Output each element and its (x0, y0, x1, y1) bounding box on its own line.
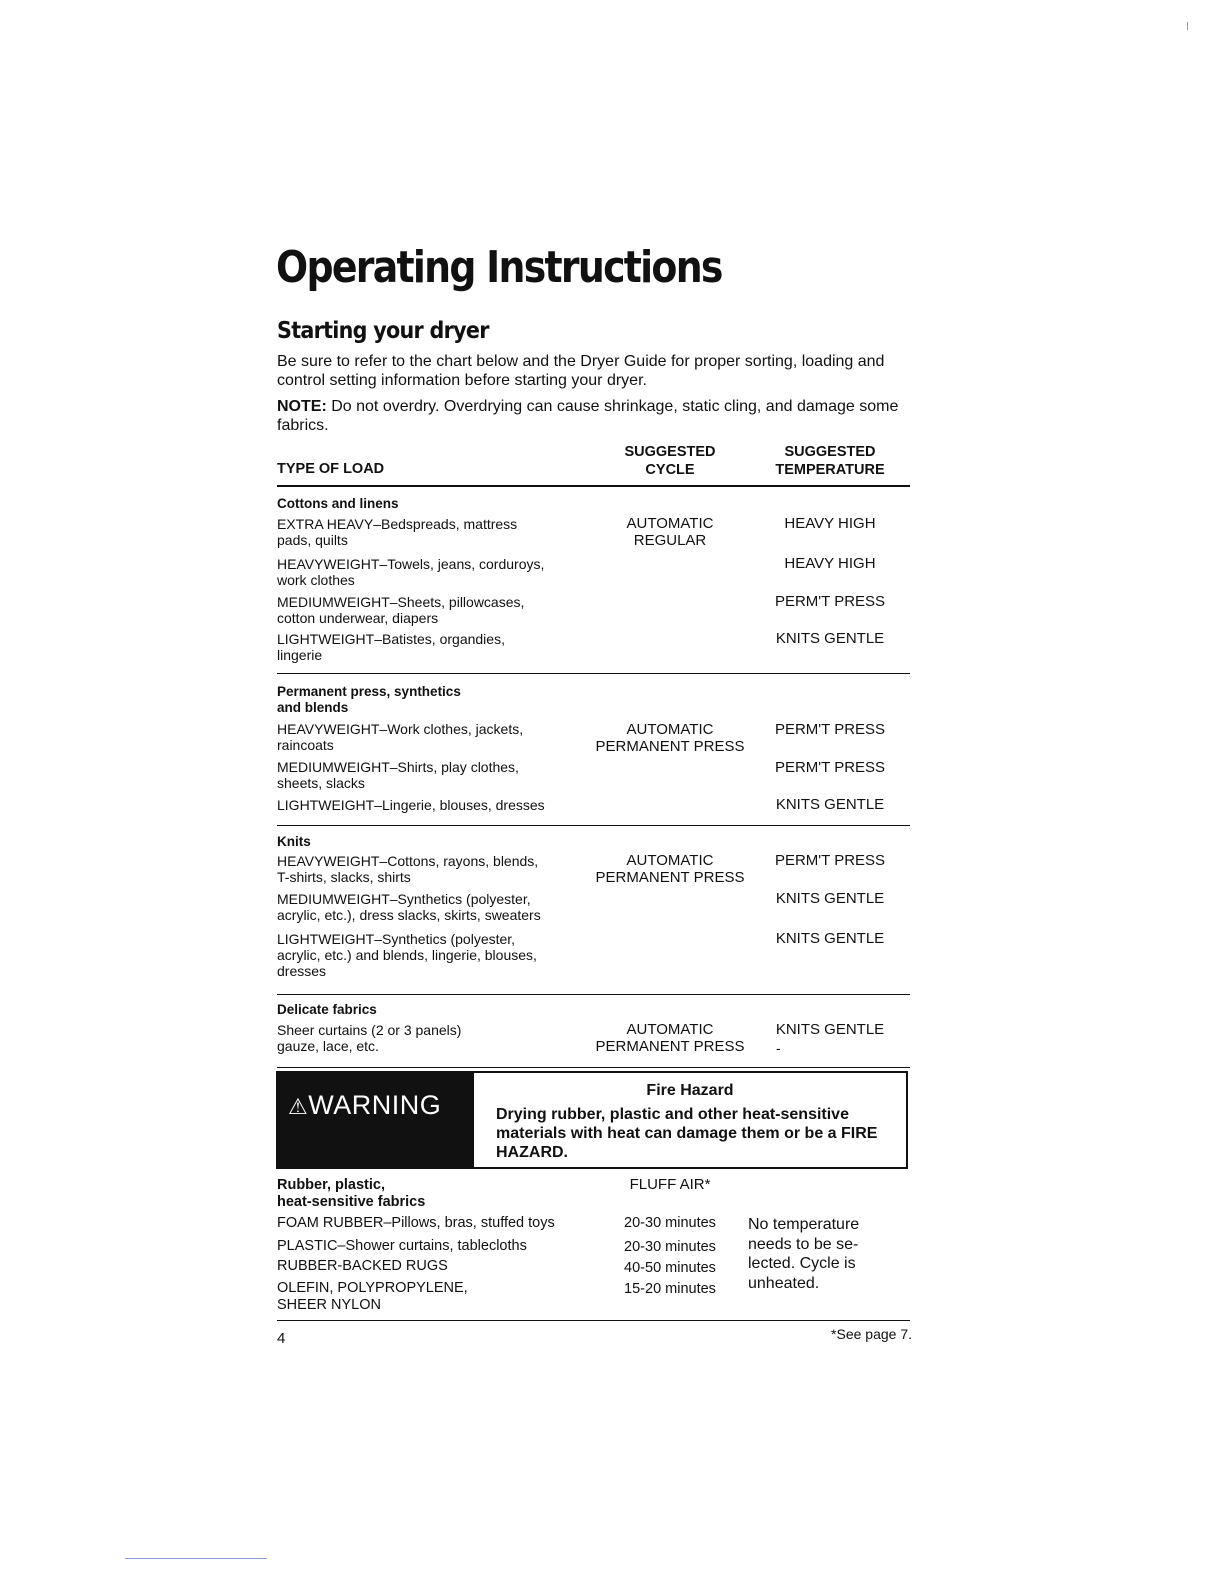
item-line: sheets, slacks (277, 775, 365, 791)
section-rule (277, 673, 910, 674)
header-cycle-line1: SUGGESTED (624, 444, 716, 460)
category-knits: Knits (277, 834, 311, 849)
item-line: EXTRA HEAVY–Bedspreads, mattress (277, 516, 518, 532)
list-item (277, 797, 597, 813)
item-line: HEAVYWEIGHT–Cottons, rayons, blends, (277, 853, 539, 869)
item-line: lingerie (277, 647, 323, 663)
list-item (277, 721, 597, 753)
header-temp-line1: SUGGESTED (784, 444, 876, 460)
list-item (277, 931, 597, 979)
list-item (277, 853, 597, 885)
see-page-note: *See page 7. (831, 1326, 912, 1342)
warning-label (288, 1090, 441, 1121)
list-item (277, 1215, 597, 1232)
note-line: No temperature (748, 1216, 860, 1233)
note-text: Do not overdry. Overdrying can cause shrinkage, static cling, and damage some fabrics. (277, 398, 899, 434)
header-temp-line2: TEMPERATURE (775, 462, 885, 478)
item-line: LIGHTWEIGHT–Batistes, organdies, (277, 631, 505, 647)
fluff-air-cycle: FLUFF AIR* (629, 1176, 711, 1193)
cycle-line: AUTOMATIC (626, 852, 714, 869)
intro-paragraph: Be sure to refer to the chart below and the Dryer Guide for proper sorting, loading and control setting information before starting your dryer. (277, 353, 885, 389)
item-temperature: HEAVY HIGH (784, 555, 876, 572)
note-label: NOTE: (277, 398, 327, 415)
item-line: gauze, lace, etc. (277, 1038, 379, 1054)
scan-line (125, 1558, 267, 1559)
list-item (277, 1258, 597, 1275)
warning-title: Fire Hazard (646, 1082, 734, 1099)
list-item (277, 1022, 597, 1054)
page-title: Operating Instructions (276, 242, 722, 293)
drying-time: 20-30 minutes (624, 1239, 716, 1255)
header-cycle (590, 443, 750, 479)
list-item (277, 1238, 597, 1255)
list-item (277, 759, 597, 791)
cycle-line: PERMANENT PRESS (595, 738, 745, 755)
item-line: HEAVYWEIGHT–Work clothes, jackets, (277, 721, 524, 737)
drying-time: 40-50 minutes (624, 1260, 716, 1276)
header-temperature (765, 443, 895, 479)
item-line: PLASTIC–Shower curtains, tablecloths (277, 1238, 527, 1254)
category-delicate: Delicate fabrics (277, 1002, 377, 1017)
section-rule (277, 994, 910, 995)
item-line: dresses (277, 963, 327, 979)
warning-triangle-icon: ⚠ (288, 1095, 309, 1120)
scan-speck (1187, 22, 1188, 30)
note-line: needs to be se- (748, 1235, 859, 1253)
item-temperature: KNITS GENTLE (775, 1021, 885, 1038)
list-item (277, 516, 597, 548)
header-cycle-line2: CYCLE (645, 462, 695, 478)
section-rule (277, 1067, 910, 1068)
category-cottons: Cottons and linens (277, 496, 399, 511)
cycle-line: AUTOMATIC (626, 515, 714, 532)
list-item (277, 631, 597, 663)
item-line: MEDIUMWEIGHT–Synthetics (polyester, (277, 891, 531, 907)
list-item (277, 594, 597, 626)
item-line: pads, quilts (277, 532, 348, 548)
cycle-line: PERMANENT PRESS (595, 869, 745, 886)
item-line: T-shirts, slacks, shirts (277, 869, 411, 885)
dash-mark: - (776, 1040, 781, 1056)
item-temperature: KNITS GENTLE (775, 630, 885, 647)
drying-time: 20-30 minutes (624, 1215, 716, 1231)
header-rule (277, 485, 910, 487)
item-line: Sheer curtains (2 or 3 panels) (277, 1022, 462, 1038)
cycle-line: PERMANENT PRESS (595, 1038, 745, 1055)
category-line: Permanent press, synthetics (277, 684, 461, 699)
cycle-line: REGULAR (633, 532, 707, 549)
item-temperature: PERM'T PRESS (774, 759, 886, 776)
item-line: OLEFIN, POLYPROPYLENE, (277, 1280, 468, 1296)
section-title: Starting your dryer (277, 318, 489, 344)
item-line: acrylic, etc.), dress slacks, skirts, sweaters (277, 907, 541, 923)
item-line: SHEER NYLON (277, 1297, 381, 1313)
list-item (277, 891, 597, 923)
footer-rule (277, 1320, 910, 1321)
item-temperature: KNITS GENTLE (775, 930, 885, 947)
cycle-line: AUTOMATIC (626, 1021, 714, 1038)
category-rubber-plastic (277, 1177, 425, 1211)
item-temperature: PERM'T PRESS (774, 721, 886, 738)
item-line: LIGHTWEIGHT–Lingerie, blouses, dresses (277, 797, 545, 813)
item-temperature: PERM'T PRESS (774, 852, 886, 869)
item-cycle (590, 1021, 750, 1055)
item-line: raincoats (277, 737, 334, 753)
item-line: acrylic, etc.) and blends, lingerie, blouses, (277, 947, 537, 963)
category-line: heat-sensitive fabrics (277, 1194, 426, 1210)
item-line: RUBBER-BACKED RUGS (277, 1258, 448, 1274)
item-line: work clothes (277, 572, 355, 588)
category-line: Rubber, plastic, (277, 1177, 385, 1193)
list-item (277, 556, 597, 588)
drying-time: 15-20 minutes (624, 1281, 716, 1297)
section-rule (277, 825, 910, 826)
item-temperature: KNITS GENTLE (775, 796, 885, 813)
item-cycle (590, 852, 750, 886)
note-paragraph (277, 397, 917, 435)
cycle-line: AUTOMATIC (626, 721, 714, 738)
warning-label-text: WARNING (308, 1090, 442, 1120)
header-type-of-load: TYPE OF LOAD (277, 461, 385, 477)
category-permanent-press (277, 684, 461, 716)
list-item (277, 1280, 597, 1314)
item-line: LIGHTWEIGHT–Synthetics (polyester, (277, 931, 516, 947)
item-temperature: KNITS GENTLE (775, 890, 885, 907)
item-cycle (590, 721, 750, 755)
warning-text: Drying rubber, plastic and other heat-sensitive materials with heat can damage them or be a FIRE HAZARD. (496, 1106, 878, 1161)
item-line: MEDIUMWEIGHT–Sheets, pillowcases, (277, 594, 525, 610)
item-line: MEDIUMWEIGHT–Shirts, play clothes, (277, 759, 519, 775)
note-line: unheated. (748, 1274, 820, 1292)
temperature-note (748, 1215, 888, 1293)
item-line: cotton underwear, diapers (277, 610, 439, 626)
item-temperature: PERM'T PRESS (774, 593, 886, 610)
item-cycle (590, 515, 750, 549)
item-temperature: HEAVY HIGH (784, 515, 876, 532)
category-line: and blends (277, 700, 349, 715)
note-line: lected. Cycle is (748, 1255, 856, 1272)
page-number: 4 (277, 1330, 286, 1347)
item-line: FOAM RUBBER–Pillows, bras, stuffed toys (277, 1215, 555, 1231)
item-line: HEAVYWEIGHT–Towels, jeans, corduroys, (277, 556, 545, 572)
